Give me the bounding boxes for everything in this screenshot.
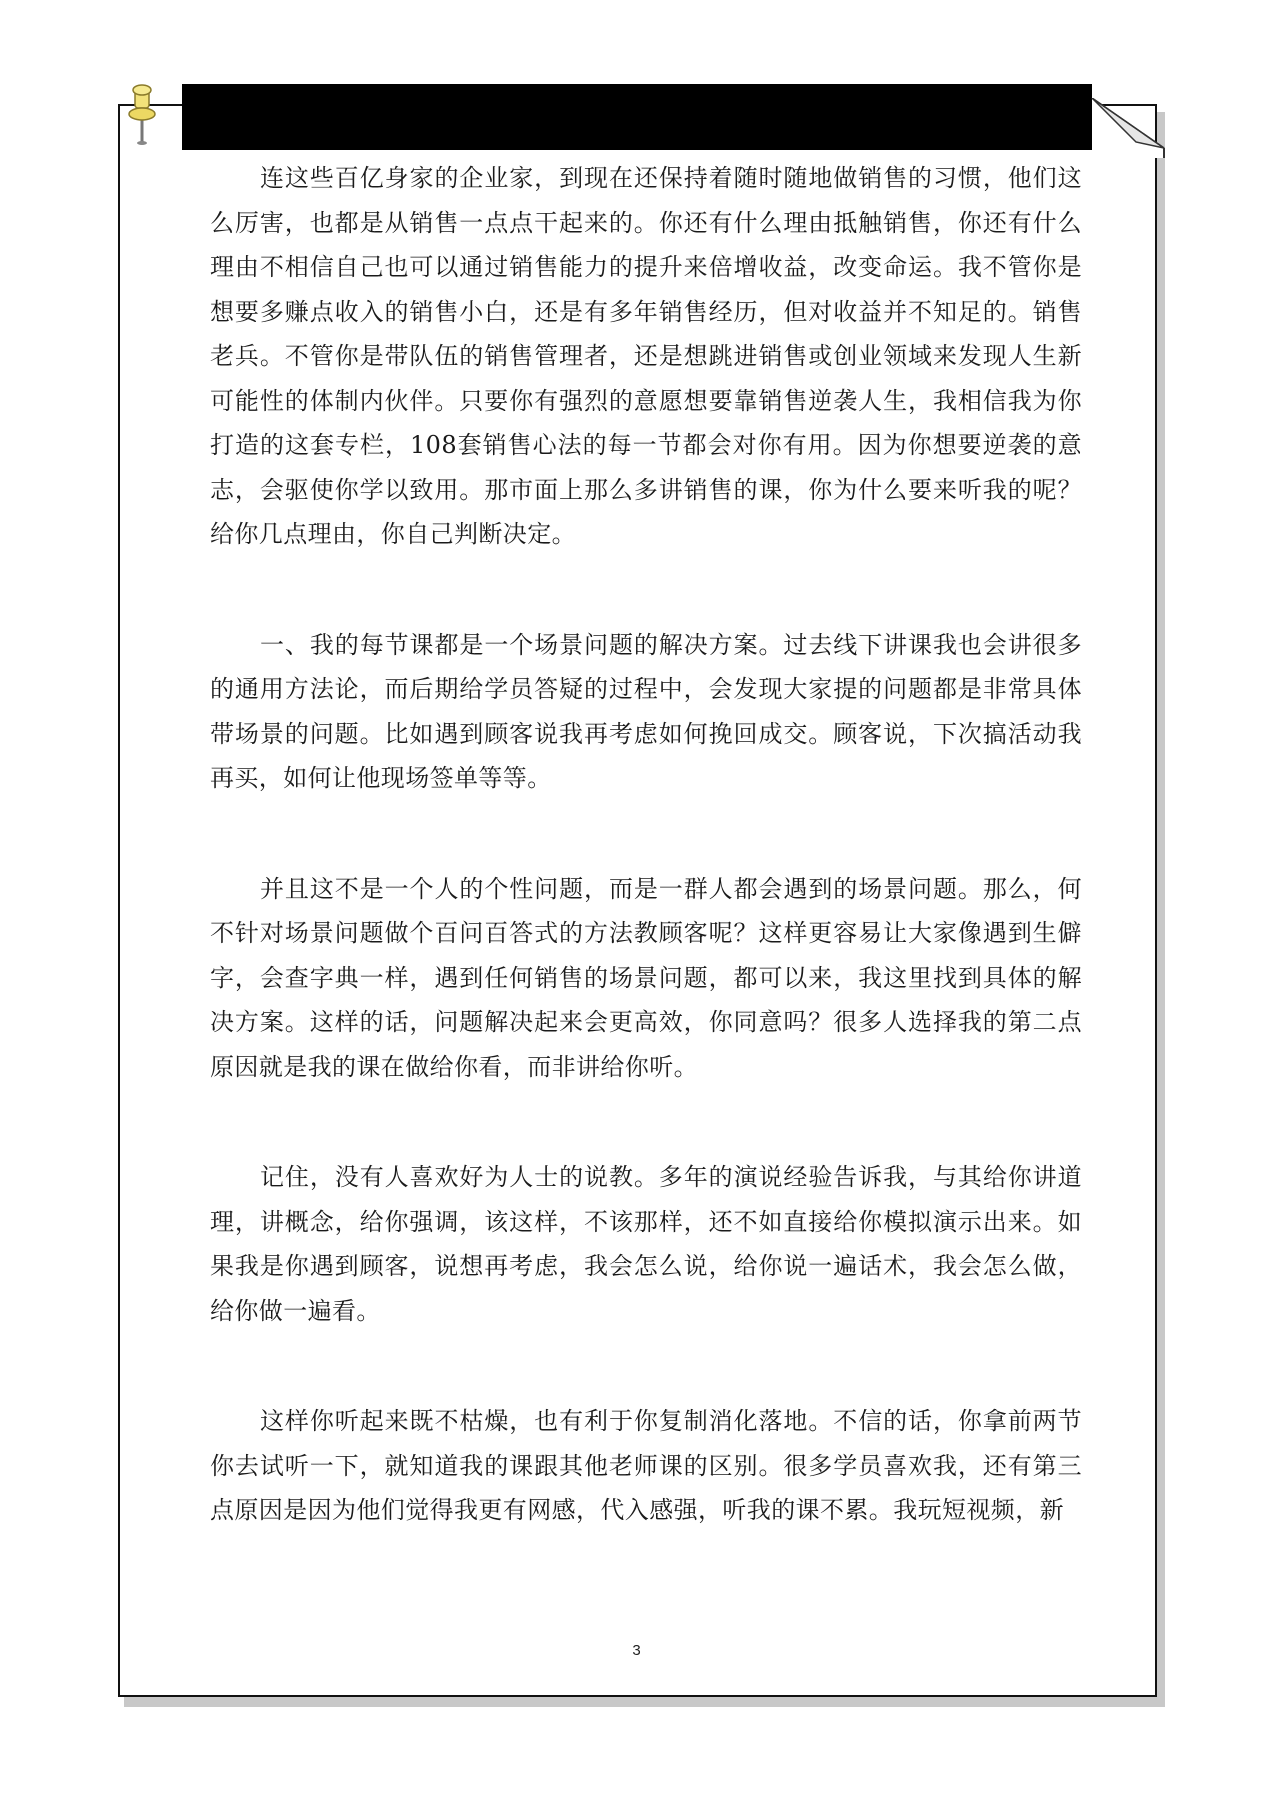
folded-corner-icon (1088, 98, 1168, 158)
header-bar (182, 84, 1092, 150)
paragraph-4: 记住，没有人喜欢好为人士的说教。多年的演说经验告诉我，与其给你讲道理，讲概念，给你强调，该这样，不该那样，还不如直接给你模拟演示出来。如果我是你遇到顾客，说想再考虑，我会怎么说，给你说一遍话术，我会怎么做，给你做一遍看。 (210, 1163, 1082, 1325)
paragraph-1: 连这些百亿身家的企业家，到现在还保持着随时随地做销售的习惯，他们这么厉害，也都是从销售一点点干起来的。你还有什么理由抵触销售，你还有什么理由不相信自己也可以通过销售能力的提升来倍增收益，改变命运。我不管你是想要多赚点收入的销售小白，还是有多年销售经历，但对收益并不知足的。销售老兵。不管你是带队伍的销售管理者，还是想跳进销售或创业领域来发现人生新可能性的体制内伙伴。只要你有强烈的意愿想要靠销售逆袭人生，我相信我为你打造的这套专栏，108套销售心法的每一节都会对你有用。因为你想要逆袭的意志，会驱使你学以致用。那市面上那么多讲销售的课，你为什么要来听我的呢？给你几点理由，你自己判断决定。 (210, 164, 1082, 548)
paragraph-3: 并且这不是一个人的个性问题，而是一群人都会遇到的场景问题。那么，何不针对场景问题做个百问百答式的方法教顾客呢？这样更容易让大家像遇到生僻字，会查字典一样，遇到任何销售的场景问题，都可以来，我这里找到具体的解决方案。这样的话，问题解决起来会更高效，你同意吗？很多人选择我的第二点原因就是我的课在做给你看，而非讲给你听。 (210, 874, 1082, 1081)
pushpin-icon (124, 82, 160, 146)
document-body (210, 156, 1082, 1599)
paragraph-2: 一、我的每节课都是一个场景问题的解决方案。过去线下讲课我也会讲很多的通用方法论，而后期给学员答疑的过程中，会发现大家提的问题都是非常具体带场景的问题。比如遇到顾客说我再考虑如何挽回成交。顾客说，下次搞活动我再买，如何让他现场签单等等。 (210, 630, 1082, 792)
paragraph-5: 这样你听起来既不枯燥，也有利于你复制消化落地。不信的话，你拿前两节你去试听一下，就知道我的课跟其他老师课的区别。很多学员喜欢我，还有第三点原因是因为他们觉得我更有网感，代入感强，听我的课不累。我玩短视频，新 (210, 1407, 1082, 1524)
page-number: 3 (632, 1642, 641, 1659)
